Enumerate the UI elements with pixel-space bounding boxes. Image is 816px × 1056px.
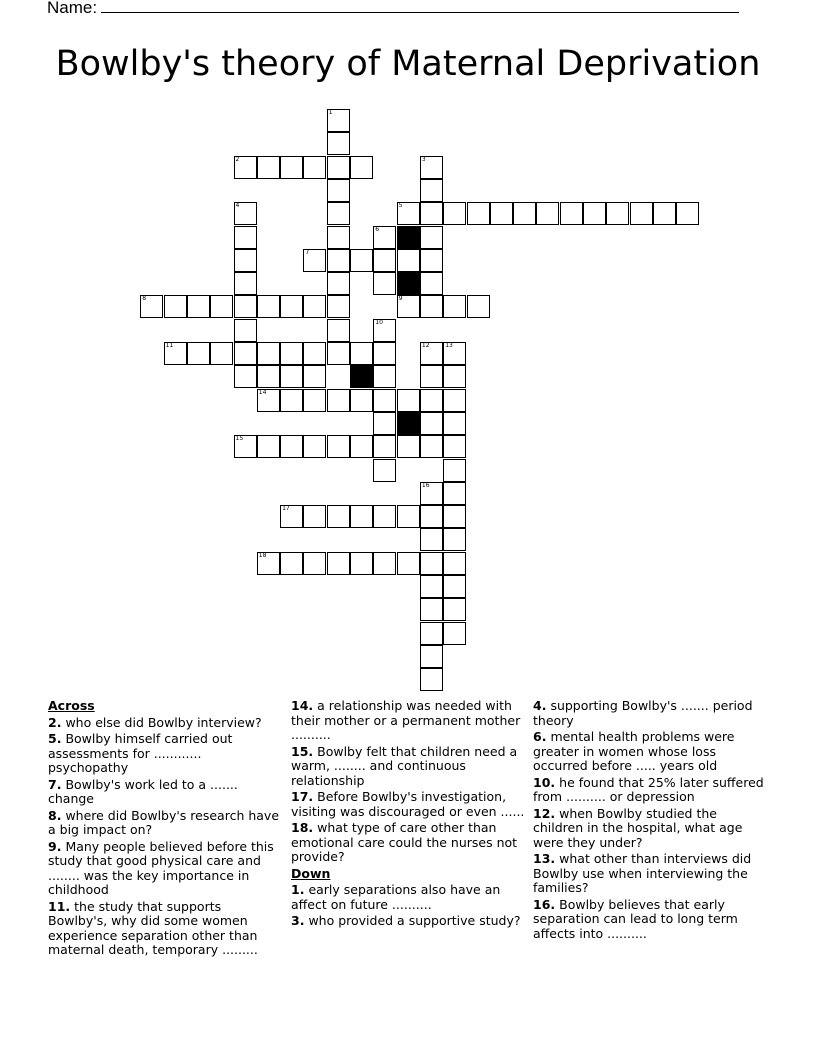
clue-item-text: Bowlby felt that children need a warm, ........ and continuous relationship — [291, 743, 518, 788]
name-label: Name: — [47, 0, 98, 17]
clue-item-text: Bowlby believes that early separation can lead to long term affects into .......... — [533, 896, 738, 941]
page-title: Bowlby's theory of Maternal Deprivation — [55, 44, 761, 84]
clue-item-text: who provided a supportive study? — [308, 913, 521, 928]
grid-cell[interactable] — [373, 459, 396, 482]
grid-cell[interactable] — [443, 528, 466, 551]
grid-cell[interactable] — [257, 342, 280, 365]
grid-cell[interactable] — [164, 295, 187, 318]
grid-cell[interactable] — [676, 202, 699, 225]
grid-cell[interactable] — [420, 389, 443, 412]
grid-cell[interactable] — [420, 295, 443, 318]
grid-cell[interactable] — [350, 435, 373, 458]
grid-cell[interactable] — [303, 342, 326, 365]
clue-item — [533, 852, 769, 896]
clue-item — [48, 732, 284, 776]
grid-cell[interactable] — [280, 295, 303, 318]
clue-heading: Down — [291, 865, 331, 881]
clue-item-number: 12. — [533, 805, 556, 821]
clue-number: 9 — [398, 295, 403, 303]
clue-item — [291, 699, 527, 743]
grid-cell[interactable] — [560, 202, 583, 225]
grid-cell[interactable] — [420, 482, 443, 505]
grid-cell[interactable] — [373, 365, 396, 388]
grid-cell[interactable] — [420, 412, 443, 435]
grid-cell[interactable] — [443, 365, 466, 388]
grid-cell[interactable] — [327, 272, 350, 295]
grid-cell[interactable] — [420, 598, 443, 621]
grid-cell[interactable] — [443, 435, 466, 458]
grid-cell[interactable] — [420, 528, 443, 551]
block-cell — [397, 412, 420, 435]
clue-item-number: 6. — [533, 729, 547, 744]
block-cell — [397, 272, 420, 295]
grid-cell[interactable] — [420, 202, 443, 225]
grid-cell[interactable] — [420, 226, 443, 249]
grid-cell[interactable] — [234, 435, 257, 458]
grid-cell[interactable] — [327, 319, 350, 342]
grid-cell[interactable] — [303, 365, 326, 388]
grid-cell[interactable] — [443, 598, 466, 621]
clue-item — [533, 898, 769, 942]
grid-cell[interactable] — [513, 202, 536, 225]
grid-cell[interactable] — [234, 319, 257, 342]
clue-number: 15 — [235, 435, 244, 443]
grid-cell[interactable] — [373, 552, 396, 575]
grid-cell[interactable] — [490, 202, 513, 225]
grid-cell[interactable] — [606, 202, 629, 225]
clue-column-1 — [48, 699, 284, 960]
grid-cell[interactable] — [420, 365, 443, 388]
grid-cell[interactable] — [327, 226, 350, 249]
clue-item — [291, 914, 527, 929]
grid-cell[interactable] — [653, 202, 676, 225]
clue-item-text: when Bowlby studied the children in the hospital, what age were they under? — [533, 805, 743, 850]
grid-cell[interactable] — [303, 552, 326, 575]
clue-item-text: Many people believed before this study that good physical care and ........ was the key importance in childhood — [48, 838, 274, 897]
grid-cell[interactable] — [234, 226, 257, 249]
clue-item-text: where did Bowlby's research have a big impact on? — [48, 807, 280, 837]
grid-cell[interactable] — [327, 435, 350, 458]
grid-cell[interactable] — [187, 342, 210, 365]
grid-cell[interactable] — [373, 342, 396, 365]
clue-item-number: 18. — [291, 820, 314, 835]
grid-cell[interactable] — [467, 202, 490, 225]
grid-cell[interactable] — [303, 505, 326, 528]
grid-cell[interactable] — [327, 179, 350, 202]
grid-cell[interactable] — [234, 272, 257, 295]
grid-cell[interactable] — [234, 202, 257, 225]
grid-cell[interactable] — [420, 622, 443, 645]
clue-heading: Across — [48, 698, 95, 713]
clue-item — [48, 716, 284, 731]
grid-cell[interactable] — [187, 295, 210, 318]
clue-number: 1 — [328, 109, 333, 116]
grid-cell[interactable] — [280, 389, 303, 412]
grid-cell[interactable] — [443, 505, 466, 528]
grid-cell[interactable] — [350, 156, 373, 179]
grid-cell[interactable] — [420, 156, 443, 179]
grid-cell[interactable] — [280, 552, 303, 575]
grid-cell[interactable] — [350, 505, 373, 528]
clue-item — [291, 883, 527, 912]
clue-item — [291, 745, 527, 789]
clue-item — [48, 809, 284, 838]
clue-item-number: 11. — [48, 898, 71, 914]
clue-item — [533, 807, 769, 851]
clue-item-number: 9. — [48, 838, 62, 854]
clue-item-text: Bowlby himself carried out assessments for ............ psychopathy — [48, 731, 233, 775]
clue-item — [533, 776, 769, 805]
grid-cell[interactable] — [280, 156, 303, 179]
clue-number: 10 — [375, 318, 383, 326]
grid-cell[interactable] — [443, 552, 466, 575]
grid-cell[interactable] — [234, 365, 257, 388]
clue-item — [48, 778, 284, 807]
grid-cell[interactable] — [257, 435, 280, 458]
grid-cell[interactable] — [420, 435, 443, 458]
clue-number: 13 — [445, 342, 453, 349]
clue-item-number: 5. — [48, 731, 62, 746]
grid-cell[interactable] — [420, 249, 443, 272]
grid-cell[interactable] — [280, 342, 303, 365]
grid-cell[interactable] — [257, 365, 280, 388]
clue-item-number: 3. — [291, 913, 305, 928]
grid-cell[interactable] — [420, 552, 443, 575]
grid-cell[interactable] — [164, 342, 187, 365]
grid-cell[interactable] — [630, 202, 653, 225]
clue-item-text: supporting Bowlby's ....... period theory — [533, 698, 753, 728]
grid-cell[interactable] — [257, 156, 280, 179]
grid-cell[interactable] — [397, 202, 420, 225]
clue-number: 8 — [142, 295, 147, 303]
clue-item-number: 10. — [533, 774, 556, 790]
grid-cell[interactable] — [234, 295, 257, 318]
clue-number: 12 — [421, 342, 430, 349]
grid-cell[interactable] — [420, 179, 443, 202]
grid-cell[interactable] — [257, 295, 280, 318]
grid-cell[interactable] — [257, 389, 280, 412]
grid-cell[interactable] — [327, 342, 350, 365]
grid-cell[interactable] — [210, 295, 233, 318]
grid-cell[interactable] — [234, 249, 257, 272]
grid-cell[interactable] — [327, 552, 350, 575]
grid-cell[interactable] — [397, 505, 420, 528]
grid-cell[interactable] — [327, 389, 350, 412]
clue-item-text: what other than interviews did Bowlby use when interviewing the families? — [533, 851, 752, 895]
clue-item-text: the study that supports Bowlby's, why did some women experience separation other than maternal death, temporary ......... — [48, 898, 258, 957]
clue-item-text: who else did Bowlby interview? — [65, 714, 262, 730]
grid-cell[interactable] — [327, 505, 350, 528]
clue-item-text: what type of care other than emotional care could the nurses not provide? — [291, 820, 518, 864]
grid-cell[interactable] — [303, 156, 326, 179]
clue-number: 4 — [235, 202, 240, 210]
clue-number: 5 — [398, 202, 403, 210]
grid-cell[interactable] — [443, 482, 466, 505]
grid-cell[interactable] — [350, 389, 373, 412]
clue-number: 7 — [305, 248, 310, 256]
clue-item — [48, 840, 284, 898]
grid-cell[interactable] — [234, 156, 257, 179]
grid-cell[interactable] — [303, 249, 326, 272]
clue-number: 11 — [165, 342, 174, 349]
clue-number: 3 — [421, 155, 426, 163]
clue-number: 16 — [421, 481, 430, 489]
grid-cell[interactable] — [443, 622, 466, 645]
grid-cell[interactable] — [443, 342, 466, 365]
grid-cell[interactable] — [443, 295, 466, 318]
clue-item — [533, 699, 769, 728]
clue-item-number: 13. — [533, 851, 556, 866]
clue-item-number: 17. — [291, 789, 314, 804]
grid-cell[interactable] — [303, 435, 326, 458]
grid-cell[interactable] — [234, 342, 257, 365]
grid-cell[interactable] — [373, 272, 396, 295]
grid-cell[interactable] — [350, 552, 373, 575]
grid-cell[interactable] — [350, 249, 373, 272]
clue-item-number: 14. — [291, 698, 314, 713]
grid-cell[interactable] — [397, 389, 420, 412]
clue-item-text: mental health problems were greater in women whose loss occurred before ..... years old — [533, 729, 735, 773]
clue-item-number: 4. — [533, 698, 547, 713]
clue-item-number: 16. — [533, 896, 556, 912]
clue-item-number: 15. — [291, 743, 314, 759]
grid-cell[interactable] — [443, 575, 466, 598]
clue-item — [48, 900, 284, 958]
grid-cell[interactable] — [443, 459, 466, 482]
block-cell — [397, 226, 420, 249]
clue-item-text: early separations also have an affect on future .......... — [291, 882, 501, 912]
clue-item — [291, 790, 527, 819]
grid-cell[interactable] — [327, 295, 350, 318]
grid-cell[interactable] — [373, 389, 396, 412]
grid-cell[interactable] — [420, 505, 443, 528]
grid-cell[interactable] — [397, 435, 420, 458]
grid-cell[interactable] — [327, 132, 350, 155]
clue-item-number: 1. — [291, 882, 305, 897]
grid-cell[interactable] — [420, 575, 443, 598]
grid-cell[interactable] — [280, 435, 303, 458]
grid-cell[interactable] — [350, 342, 373, 365]
grid-cell[interactable] — [373, 226, 396, 249]
grid-cell[interactable] — [420, 645, 443, 668]
clue-item — [291, 821, 527, 865]
grid-cell[interactable] — [467, 295, 490, 318]
grid-cell[interactable] — [303, 389, 326, 412]
clue-column-2 — [291, 699, 527, 931]
clue-item — [533, 730, 769, 774]
grid-cell[interactable] — [373, 435, 396, 458]
grid-cell[interactable] — [327, 202, 350, 225]
grid-cell[interactable] — [583, 202, 606, 225]
clue-item-number: 2. — [48, 714, 62, 730]
clue-number: 2 — [235, 155, 240, 163]
grid-cell[interactable] — [373, 505, 396, 528]
grid-cell[interactable] — [373, 319, 396, 342]
clue-item-number: 8. — [48, 807, 62, 823]
grid-cell[interactable] — [443, 389, 466, 412]
clue-column-3 — [533, 699, 769, 943]
clue-number: 17 — [282, 505, 290, 513]
clue-number: 14 — [258, 388, 267, 396]
grid-cell[interactable] — [420, 272, 443, 295]
grid-cell[interactable] — [443, 412, 466, 435]
clue-item-text: Before Bowlby's investigation, visiting was discouraged or even ...... — [291, 789, 525, 819]
clue-number: 6 — [375, 225, 380, 233]
grid-cell[interactable] — [397, 295, 420, 318]
grid-cell[interactable] — [140, 295, 163, 318]
grid-cell[interactable] — [373, 412, 396, 435]
clue-number: 18 — [258, 551, 267, 559]
grid-cell[interactable] — [327, 156, 350, 179]
clue-item-text: he found that 25% later suffered from .......... or depression — [533, 774, 764, 804]
grid-cell[interactable] — [420, 342, 443, 365]
clue-item-text: a relationship was needed with their mother or a permanent mother .......... — [291, 698, 521, 742]
grid-cell[interactable] — [443, 202, 466, 225]
grid-cell[interactable] — [536, 202, 559, 225]
grid-cell[interactable] — [327, 249, 350, 272]
grid-cell[interactable] — [280, 365, 303, 388]
grid-cell[interactable] — [327, 109, 350, 132]
grid-cell[interactable] — [210, 342, 233, 365]
clue-item-number: 7. — [48, 776, 62, 792]
grid-cell[interactable] — [397, 552, 420, 575]
grid-cell[interactable] — [257, 552, 280, 575]
grid-cell[interactable] — [280, 505, 303, 528]
block-cell — [350, 365, 373, 388]
clue-item-text: Bowlby's work led to a ....... change — [48, 776, 238, 806]
grid-cell[interactable] — [420, 668, 443, 691]
grid-cell[interactable] — [397, 249, 420, 272]
grid-cell[interactable] — [373, 249, 396, 272]
grid-cell[interactable] — [303, 295, 326, 318]
